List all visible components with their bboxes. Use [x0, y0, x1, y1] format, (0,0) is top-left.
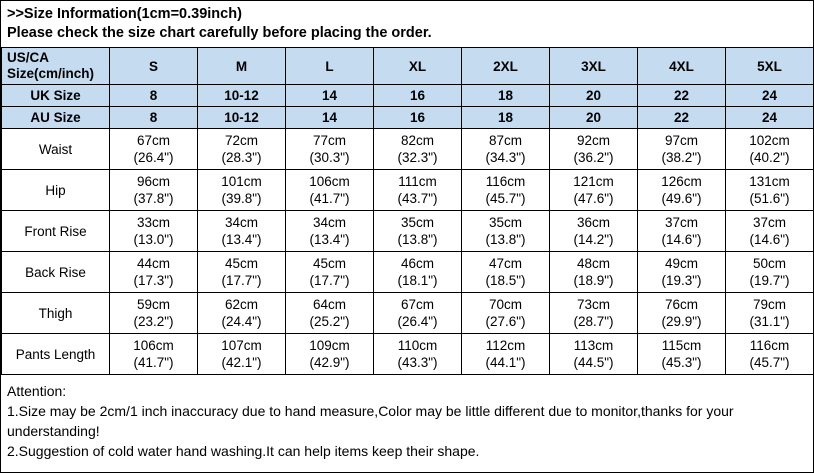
measure-cm: 96cm [136, 174, 170, 189]
size-header-3xl: 3XL [550, 48, 638, 85]
measure-cell [638, 170, 726, 211]
measure-cm: 34cm [312, 215, 346, 230]
au-size-row [2, 107, 814, 129]
measure-cm: 44cm [136, 256, 170, 271]
measure-cm: 45cm [224, 256, 258, 271]
measure-cm: 59cm [136, 297, 170, 312]
measure-cell [198, 293, 286, 334]
measure-label-thigh: Thigh [2, 293, 110, 334]
au-size-value: 20 [550, 107, 638, 129]
measure-cm: 35cm [400, 215, 434, 230]
measure-cm: 37cm [664, 215, 698, 230]
measure-label-waist: Waist [2, 129, 110, 170]
uk-size-value: 22 [638, 85, 726, 107]
measure-inch: (43.7") [397, 191, 438, 206]
measure-inch: (36.2") [573, 150, 614, 165]
attention-note-2: 2.Suggestion of cold water hand washing.It can help items keep their shape. [7, 443, 480, 459]
au-size-label: AU Size [2, 107, 110, 129]
measure-cell [462, 170, 550, 211]
measure-inch: (26.4") [133, 150, 174, 165]
measure-cell [286, 252, 374, 293]
au-size-value: 22 [638, 107, 726, 129]
measure-cm: 97cm [664, 133, 698, 148]
measure-cm: 50cm [752, 256, 786, 271]
size-header-xl: XL [374, 48, 462, 85]
measure-cell [462, 293, 550, 334]
measure-cell [110, 334, 198, 375]
measure-inch: (45.7") [485, 191, 526, 206]
uk-size-value: 18 [462, 85, 550, 107]
uk-size-value: 20 [550, 85, 638, 107]
measure-cm: 107cm [221, 338, 262, 353]
measure-cm: 48cm [576, 256, 610, 271]
attention-block [1, 375, 813, 461]
measure-cell [110, 170, 198, 211]
table-row [2, 293, 814, 334]
measure-inch: (19.7") [749, 273, 790, 288]
au-size-value: 16 [374, 107, 462, 129]
measure-inch: (47.6") [573, 191, 614, 206]
measure-cell [550, 293, 638, 334]
measure-inch: (13.8") [397, 232, 438, 247]
measure-cm: 67cm [400, 297, 434, 312]
measure-inch: (13.8") [485, 232, 526, 247]
measure-cm: 79cm [752, 297, 786, 312]
measure-cell [462, 211, 550, 252]
measure-inch: (45.7") [749, 355, 790, 370]
measure-inch: (31.1") [749, 314, 790, 329]
size-header-l: L [286, 48, 374, 85]
measure-inch: (13.4") [309, 232, 350, 247]
measure-cell [462, 129, 550, 170]
uk-size-value: 10-12 [198, 85, 286, 107]
measure-cm: 92cm [576, 133, 610, 148]
au-size-value: 8 [110, 107, 198, 129]
measure-inch: (26.4") [397, 314, 438, 329]
measure-cm: 115cm [661, 338, 702, 353]
size-chart-table [1, 47, 814, 375]
measure-inch: (51.6") [749, 191, 790, 206]
measure-inch: (18.9") [573, 273, 614, 288]
measure-inch: (14.2") [573, 232, 614, 247]
measure-cm: 35cm [488, 215, 522, 230]
measure-inch: (34.3") [485, 150, 526, 165]
measure-cell [198, 170, 286, 211]
measure-inch: (28.3") [221, 150, 262, 165]
measure-cm: 87cm [488, 133, 522, 148]
size-header-5xl: 5XL [726, 48, 814, 85]
measure-cm: 34cm [224, 215, 258, 230]
measure-inch: (25.2") [309, 314, 350, 329]
size-header-4xl: 4XL [638, 48, 726, 85]
measure-cm: 77cm [312, 133, 346, 148]
measure-cm: 113cm [573, 338, 614, 353]
attention-title: Attention: [7, 383, 67, 399]
measure-cm: 47cm [488, 256, 522, 271]
measure-inch: (38.2") [661, 150, 702, 165]
measure-cell [110, 129, 198, 170]
measure-inch: (23.2") [133, 314, 174, 329]
measure-inch: (30.3") [309, 150, 350, 165]
measure-cm: 73cm [576, 297, 610, 312]
corner-label: US/CA Size(cm/inch) [2, 48, 110, 85]
measure-cell [638, 293, 726, 334]
measure-cell [462, 334, 550, 375]
measure-cell [198, 211, 286, 252]
measure-cm: 33cm [136, 215, 170, 230]
measure-cm: 106cm [133, 338, 174, 353]
measure-inch: (40.2") [749, 150, 790, 165]
measure-cell [374, 334, 462, 375]
measure-cm: 116cm [485, 174, 526, 189]
measure-cell [374, 170, 462, 211]
measure-inch: (42.1") [221, 355, 262, 370]
measure-inch: (41.7") [133, 355, 174, 370]
measure-cell [462, 252, 550, 293]
measure-cm: 36cm [576, 215, 610, 230]
measure-cell [550, 211, 638, 252]
measure-inch: (18.5") [485, 273, 526, 288]
uk-size-value: 14 [286, 85, 374, 107]
table-row [2, 252, 814, 293]
measure-cm: 111cm [398, 174, 437, 189]
measure-inch: (24.4") [221, 314, 262, 329]
measure-cm: 106cm [309, 174, 350, 189]
measure-cell [726, 211, 814, 252]
uk-size-value: 8 [110, 85, 198, 107]
table-row [2, 170, 814, 211]
measure-cell [198, 252, 286, 293]
measure-inch: (42.9") [309, 355, 350, 370]
measure-inch: (17.7") [221, 273, 262, 288]
table-header-row [2, 48, 814, 85]
au-size-value: 14 [286, 107, 374, 129]
measure-cm: 76cm [664, 297, 698, 312]
measure-cell [638, 211, 726, 252]
measure-cm: 49cm [664, 256, 698, 271]
table-row [2, 211, 814, 252]
measure-cm: 131cm [749, 174, 790, 189]
size-chart-body [2, 48, 814, 375]
measure-cell [374, 252, 462, 293]
uk-size-label: UK Size [2, 85, 110, 107]
au-size-value: 10-12 [198, 107, 286, 129]
measure-cell [726, 293, 814, 334]
measure-inch: (43.3") [397, 355, 438, 370]
measure-cm: 46cm [400, 256, 434, 271]
measure-cm: 109cm [309, 338, 350, 353]
measure-inch: (37.8") [133, 191, 174, 206]
au-size-value: 24 [726, 107, 814, 129]
uk-size-row [2, 85, 814, 107]
measure-cell [286, 334, 374, 375]
measure-label-front-rise: Front Rise [2, 211, 110, 252]
measure-cell [286, 293, 374, 334]
size-information-title: >>Size Information(1cm=0.39inch) [7, 6, 242, 22]
measure-cell [374, 129, 462, 170]
measure-inch: (27.6") [485, 314, 526, 329]
table-row [2, 129, 814, 170]
attention-note-1: 1.Size may be 2cm/1 inch inaccuracy due to hand measure,Color may be little different due to monitor,thanks for your understanding! [7, 403, 734, 439]
measure-label-hip: Hip [2, 170, 110, 211]
uk-size-value: 16 [374, 85, 462, 107]
measure-cm: 67cm [136, 133, 170, 148]
table-row [2, 334, 814, 375]
measure-cell [374, 211, 462, 252]
header-block [1, 1, 813, 43]
measure-inch: (17.3") [133, 273, 174, 288]
measure-cell [726, 170, 814, 211]
measure-cell [198, 129, 286, 170]
measure-cell [550, 129, 638, 170]
measure-inch: (49.6") [661, 191, 702, 206]
size-header-2xl: 2XL [462, 48, 550, 85]
measure-cell [726, 334, 814, 375]
measure-inch: (41.7") [309, 191, 350, 206]
measure-cell [726, 252, 814, 293]
measure-inch: (18.1") [397, 273, 438, 288]
measure-cm: 116cm [749, 338, 790, 353]
measure-label-pants-length: Pants Length [2, 334, 110, 375]
measure-cm: 70cm [488, 297, 522, 312]
measure-cell [638, 129, 726, 170]
measure-inch: (32.3") [397, 150, 438, 165]
measure-cm: 121cm [573, 174, 614, 189]
measure-cell [550, 252, 638, 293]
measure-inch: (45.3") [661, 355, 702, 370]
measure-inch: (13.0") [133, 232, 174, 247]
measure-cm: 110cm [397, 338, 438, 353]
measure-inch: (29.9") [661, 314, 702, 329]
measure-cm: 72cm [224, 133, 258, 148]
measure-cell [110, 211, 198, 252]
measure-cell [110, 252, 198, 293]
measure-inch: (14.6") [749, 232, 790, 247]
measure-cm: 82cm [400, 133, 434, 148]
measure-inch: (14.6") [661, 232, 702, 247]
measure-cm: 45cm [312, 256, 346, 271]
measure-inch: (17.7") [309, 273, 350, 288]
measure-cm: 126cm [661, 174, 702, 189]
measure-cell [638, 334, 726, 375]
measure-cell [550, 170, 638, 211]
measure-cell [286, 129, 374, 170]
measure-cell [374, 293, 462, 334]
measure-inch: (13.4") [221, 232, 262, 247]
measure-inch: (19.3") [661, 273, 702, 288]
measure-label-back-rise: Back Rise [2, 252, 110, 293]
measure-cell [726, 129, 814, 170]
measure-cell [550, 334, 638, 375]
measure-cm: 112cm [485, 338, 526, 353]
measure-inch: (44.5") [573, 355, 614, 370]
measure-cell [286, 170, 374, 211]
size-header-m: M [198, 48, 286, 85]
measure-cell [110, 293, 198, 334]
measure-inch: (28.7") [573, 314, 614, 329]
measure-inch: (44.1") [485, 355, 526, 370]
measure-cm: 62cm [224, 297, 258, 312]
measure-cell [286, 211, 374, 252]
size-header-s: S [110, 48, 198, 85]
measure-inch: (39.8") [221, 191, 262, 206]
measure-cm: 64cm [312, 297, 346, 312]
measure-cm: 37cm [752, 215, 786, 230]
size-chart-notice: Please check the size chart carefully before placing the order. [7, 25, 432, 41]
measure-cm: 102cm [749, 133, 790, 148]
measure-cell [638, 252, 726, 293]
measure-cm: 101cm [221, 174, 262, 189]
measure-cell [198, 334, 286, 375]
au-size-value: 18 [462, 107, 550, 129]
uk-size-value: 24 [726, 85, 814, 107]
